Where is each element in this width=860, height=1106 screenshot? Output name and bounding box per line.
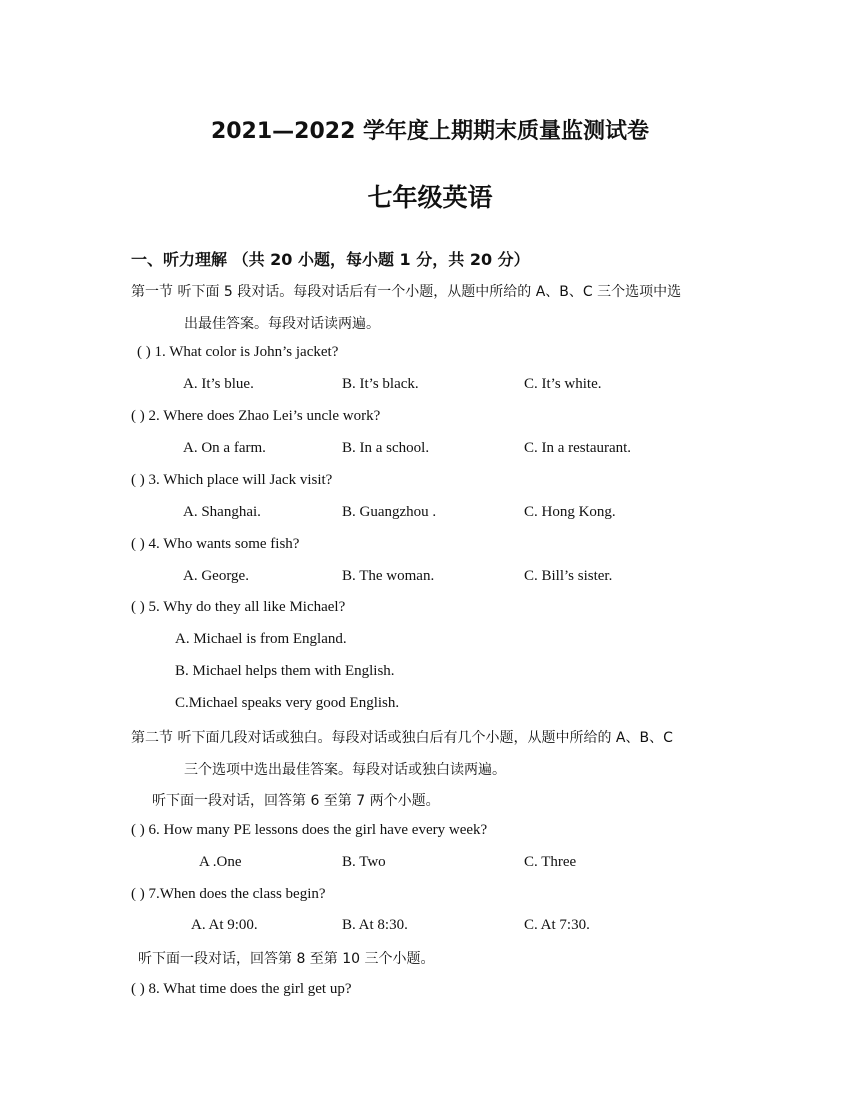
- question-text: 5. Why do they all like Michael?: [148, 599, 346, 615]
- section2-line1: 第二节 听下面几段对话或独白。每段对话或独白后有几个小题，从题中所给的 A、B、C: [131, 730, 673, 746]
- answer-blank[interactable]: ( ): [131, 472, 145, 488]
- option-b: B. The woman.: [342, 568, 435, 584]
- option-a: A. It’s blue.: [183, 376, 254, 392]
- option-c: C. Hong Kong.: [524, 504, 616, 520]
- option-c: C. At 7:30.: [524, 917, 590, 933]
- option-c: C. Bill’s sister.: [524, 568, 613, 584]
- option-a: A. At 9:00.: [191, 917, 258, 933]
- option-c: C. Three: [524, 854, 577, 870]
- answer-blank[interactable]: ( ): [131, 408, 145, 424]
- question-5-stem: [131, 599, 345, 616]
- question-4-stem: [131, 536, 299, 553]
- option-a: A .One: [199, 854, 242, 870]
- question-text: 2. Where does Zhao Lei’s uncle work?: [148, 408, 381, 424]
- instruction-6-7: 听下面一段对话，回答第 6 至第 7 两个小题。: [152, 793, 440, 809]
- section2-line2: 三个选项中选出最佳答案。每段对话或独白读两遍。: [184, 762, 506, 778]
- exam-subtitle: 七年级英语: [367, 183, 493, 212]
- option-a: A. Michael is from England.: [175, 631, 347, 647]
- section1-line2: 出最佳答案。每段对话读两遍。: [184, 316, 380, 332]
- question-8-stem: [131, 981, 352, 998]
- question-text: 1. What color is John’s jacket?: [154, 344, 339, 360]
- question-6-stem: [131, 822, 487, 839]
- question-text: 3. Which place will Jack visit?: [148, 472, 333, 488]
- section1-line1: 第一节 听下面 5 段对话。每段对话后有一个小题，从题中所给的 A、B、C 三个选项中选: [131, 284, 682, 300]
- exam-title: 2021—2022 学年度上期期末质量监测试卷: [210, 119, 650, 144]
- answer-blank[interactable]: ( ): [131, 886, 145, 902]
- option-b: B. It’s black.: [342, 376, 419, 392]
- answer-blank[interactable]: ( ): [131, 599, 145, 615]
- option-b: B. Guangzhou .: [342, 504, 437, 520]
- option-c: C. In a restaurant.: [524, 440, 632, 456]
- part1-heading: 一、听力理解 （共 20 小题，每小题 1 分，共 20 分）: [131, 250, 530, 269]
- option-b: B. Two: [342, 854, 386, 870]
- answer-blank[interactable]: ( ): [131, 822, 145, 838]
- option-c: C.Michael speaks very good English.: [175, 695, 400, 711]
- question-2-stem: [131, 408, 380, 425]
- answer-blank[interactable]: ( ): [131, 981, 145, 997]
- answer-blank[interactable]: ( ): [137, 344, 151, 360]
- option-b: B. At 8:30.: [342, 917, 408, 933]
- question-3-stem: [131, 472, 332, 489]
- option-a: A. On a farm.: [183, 440, 266, 456]
- option-b: B. Michael helps them with English.: [175, 663, 395, 679]
- question-7-stem: [131, 886, 326, 903]
- question-text: 4. Who wants some fish?: [148, 536, 300, 552]
- option-a: A. George.: [183, 568, 249, 584]
- answer-blank[interactable]: ( ): [131, 536, 145, 552]
- option-a: A. Shanghai.: [183, 504, 261, 520]
- option-c: C. It’s white.: [524, 376, 602, 392]
- question-text: 6. How many PE lessons does the girl have every week?: [148, 822, 488, 838]
- option-b: B. In a school.: [342, 440, 430, 456]
- instruction-8-10: 听下面一段对话，回答第 8 至第 10 三个小题。: [138, 951, 435, 967]
- question-text: 7.When does the class begin?: [148, 886, 326, 902]
- question-1-stem: [137, 344, 338, 361]
- question-text: 8. What time does the girl get up?: [148, 981, 352, 997]
